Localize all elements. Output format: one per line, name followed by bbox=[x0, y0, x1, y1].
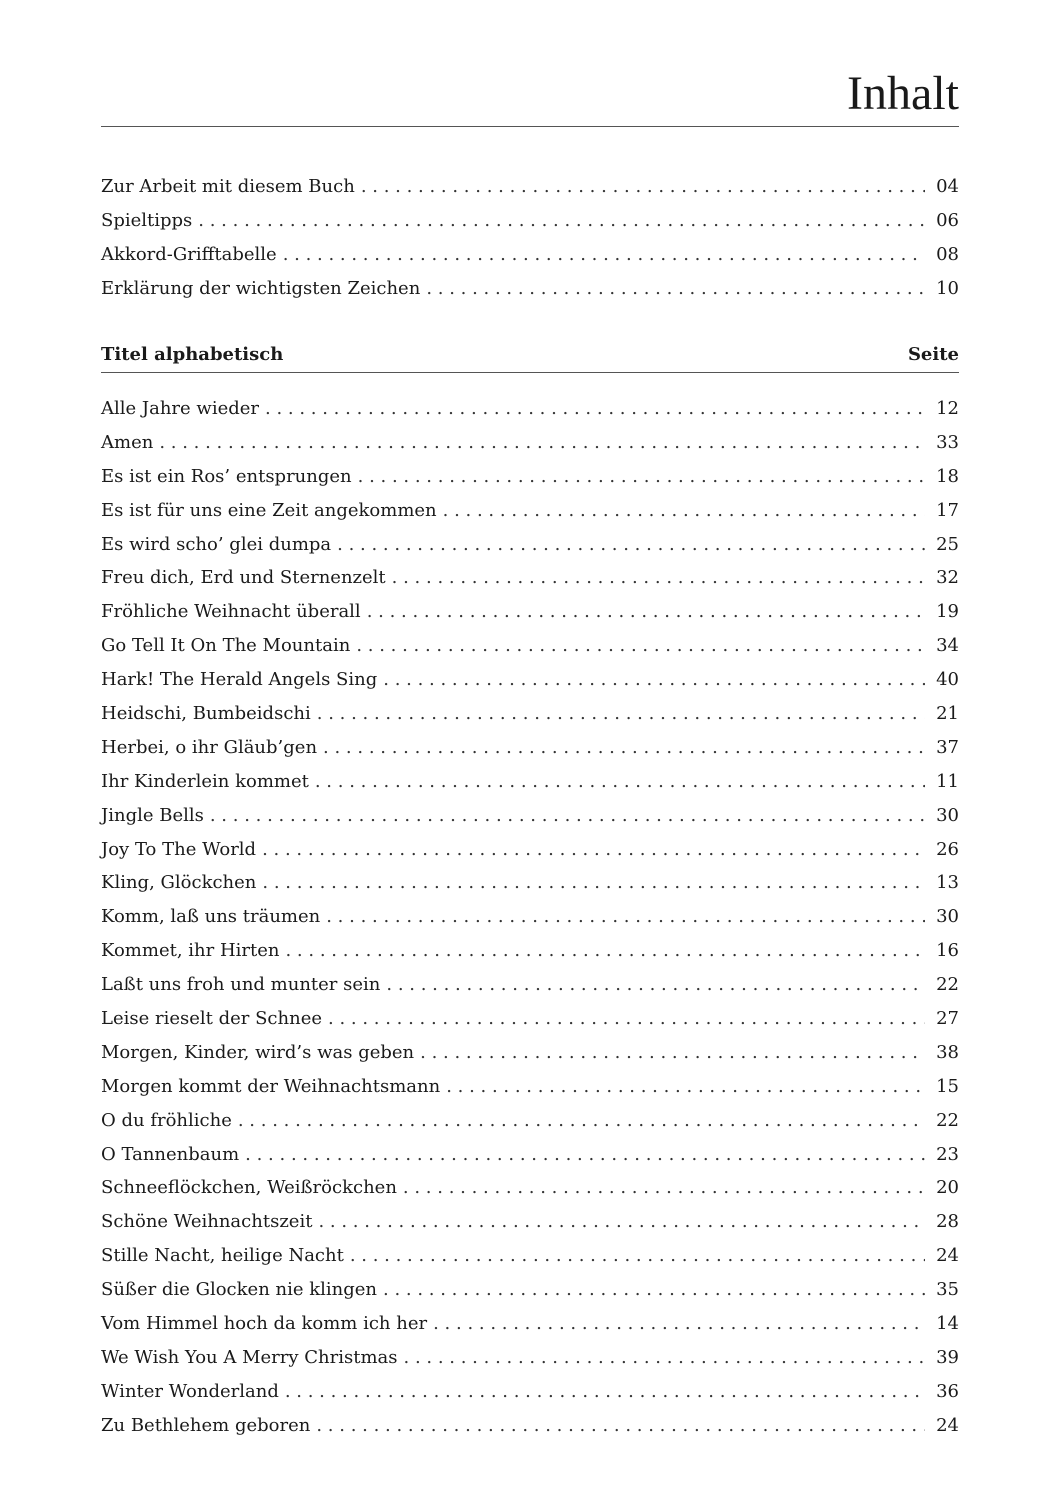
toc-entry bbox=[101, 595, 959, 629]
toc-entry bbox=[101, 1205, 959, 1239]
dot-leader bbox=[316, 1409, 925, 1443]
toc-entry-page: 11 bbox=[936, 770, 959, 792]
toc-entry-page: 13 bbox=[936, 872, 959, 894]
toc-entry-title: Joy To The World bbox=[101, 838, 257, 860]
title-divider bbox=[101, 126, 959, 127]
toc-entry-title: Schneeflöckchen, Weißröckchen bbox=[101, 1177, 397, 1199]
toc-entry bbox=[101, 1239, 959, 1273]
toc-entry-title: Erklärung der wichtigsten Zeichen bbox=[101, 277, 421, 299]
page-column-label: Seite bbox=[907, 344, 959, 365]
toc-entry-title: Es ist für uns eine Zeit angekommen bbox=[101, 499, 437, 521]
toc-entry bbox=[101, 494, 959, 528]
toc-entry-title: O du fröhliche bbox=[101, 1109, 232, 1131]
page-title: Inhalt bbox=[847, 67, 959, 120]
dot-leader bbox=[404, 1341, 925, 1375]
toc-entry bbox=[101, 1138, 959, 1172]
dot-leader bbox=[420, 1036, 925, 1070]
toc-entry-page: 22 bbox=[936, 1109, 959, 1131]
toc-entry-page: 04 bbox=[936, 176, 959, 197]
dot-leader bbox=[245, 1138, 925, 1172]
toc-entry-title: Komm, laß uns träumen bbox=[101, 906, 321, 928]
toc-entry-title: Kling, Glöckchen bbox=[101, 872, 257, 894]
toc-entry bbox=[101, 799, 959, 833]
toc-entry-page: 25 bbox=[936, 533, 959, 555]
toc-entry bbox=[101, 272, 959, 306]
contents-page bbox=[101, 0, 959, 1500]
toc-entry-title: Jingle Bells bbox=[101, 804, 204, 826]
toc-entry-title: Zur Arbeit mit diesem Buch bbox=[101, 176, 355, 197]
song-toc-list bbox=[101, 392, 959, 1443]
toc-entry-page: 15 bbox=[936, 1075, 959, 1097]
toc-entry-title: Morgen kommt der Weihnachtsmann bbox=[101, 1075, 441, 1097]
toc-entry-title: Leise rieselt der Schnee bbox=[101, 1008, 322, 1030]
section-divider bbox=[101, 372, 959, 373]
toc-entry-page: 14 bbox=[936, 1313, 959, 1335]
toc-entry-page: 23 bbox=[936, 1143, 959, 1165]
toc-entry-page: 28 bbox=[936, 1211, 959, 1233]
toc-entry-page: 22 bbox=[936, 974, 959, 996]
dot-leader bbox=[433, 1307, 925, 1341]
dot-leader bbox=[446, 1070, 925, 1104]
dot-leader bbox=[198, 204, 925, 238]
toc-entry-title: Es ist ein Ros’ entsprungen bbox=[101, 465, 352, 487]
toc-entry-title: Fröhliche Weihnacht überall bbox=[101, 601, 361, 623]
toc-entry-page: 18 bbox=[936, 465, 959, 487]
dot-leader bbox=[262, 833, 925, 867]
dot-leader bbox=[323, 731, 925, 765]
dot-leader bbox=[238, 1104, 925, 1138]
toc-entry-page: 36 bbox=[936, 1380, 959, 1402]
toc-entry bbox=[101, 765, 959, 799]
toc-entry bbox=[101, 561, 959, 595]
toc-entry bbox=[101, 528, 959, 562]
dot-leader bbox=[350, 1239, 925, 1273]
toc-entry-page: 16 bbox=[936, 940, 959, 962]
toc-entry-page: 08 bbox=[936, 243, 959, 265]
intro-toc-list bbox=[101, 170, 959, 306]
dot-leader bbox=[386, 968, 925, 1002]
toc-entry-page: 24 bbox=[936, 1414, 959, 1436]
dot-leader bbox=[262, 866, 925, 900]
toc-entry-title: Zu Bethlehem geboren bbox=[101, 1414, 311, 1436]
dot-leader bbox=[283, 238, 925, 272]
toc-entry-page: 26 bbox=[936, 838, 959, 860]
toc-entry-title: Alle Jahre wieder bbox=[101, 398, 260, 419]
dot-leader bbox=[356, 629, 925, 663]
toc-entry bbox=[101, 1070, 959, 1104]
toc-entry bbox=[101, 426, 959, 460]
toc-entry bbox=[101, 170, 959, 204]
dot-leader bbox=[285, 934, 925, 968]
toc-entry-title: Morgen, Kinder, wird’s was geben bbox=[101, 1041, 415, 1063]
toc-entry-title: Stille Nacht, heilige Nacht bbox=[101, 1245, 344, 1267]
toc-entry-title: Go Tell It On The Mountain bbox=[101, 635, 351, 657]
dot-leader bbox=[265, 392, 925, 426]
toc-entry bbox=[101, 1273, 959, 1307]
toc-entry-title: Spieltipps bbox=[101, 209, 193, 231]
dot-leader bbox=[318, 1205, 925, 1239]
toc-entry-title: Laßt uns froh und munter sein bbox=[101, 974, 381, 996]
toc-entry bbox=[101, 866, 959, 900]
section-header bbox=[101, 340, 959, 370]
toc-entry-title: Schöne Weihnachtszeit bbox=[101, 1211, 313, 1233]
toc-entry-title: Akkord-Grifftabelle bbox=[101, 243, 277, 265]
toc-entry-page: 30 bbox=[936, 906, 959, 928]
toc-entry-title: Heidschi, Bumbeidschi bbox=[101, 703, 311, 725]
toc-entry bbox=[101, 697, 959, 731]
dot-leader bbox=[337, 528, 925, 562]
dot-leader bbox=[403, 1171, 925, 1205]
toc-entry bbox=[101, 204, 959, 238]
dot-leader bbox=[317, 697, 925, 731]
toc-entry-title: Süßer die Glocken nie klingen bbox=[101, 1279, 378, 1301]
toc-entry bbox=[101, 833, 959, 867]
dot-leader bbox=[210, 799, 925, 833]
toc-entry bbox=[101, 460, 959, 494]
dot-leader bbox=[358, 460, 925, 494]
dot-leader bbox=[361, 170, 925, 204]
dot-leader bbox=[159, 426, 925, 460]
dot-leader bbox=[443, 494, 925, 528]
toc-entry bbox=[101, 1375, 959, 1409]
toc-entry bbox=[101, 663, 959, 697]
toc-entry-title: Ihr Kinderlein kommet bbox=[101, 770, 309, 792]
toc-entry-page: 40 bbox=[936, 669, 959, 691]
toc-entry-page: 20 bbox=[936, 1177, 959, 1199]
toc-entry-title: Kommet, ihr Hirten bbox=[101, 940, 280, 962]
toc-entry-title: Amen bbox=[101, 431, 154, 453]
toc-entry bbox=[101, 934, 959, 968]
toc-entry-page: 21 bbox=[936, 703, 959, 725]
dot-leader bbox=[426, 272, 925, 306]
toc-entry-title: O Tannenbaum bbox=[101, 1143, 240, 1165]
toc-entry-title: Vom Himmel hoch da komm ich her bbox=[101, 1313, 428, 1335]
toc-entry-title: Winter Wonderland bbox=[101, 1380, 279, 1402]
dot-leader bbox=[315, 765, 925, 799]
toc-entry-page: 19 bbox=[936, 601, 959, 623]
toc-entry-page: 34 bbox=[936, 635, 959, 657]
toc-entry-page: 38 bbox=[936, 1041, 959, 1063]
toc-entry bbox=[101, 1036, 959, 1070]
toc-entry-title: We Wish You A Merry Christmas bbox=[101, 1346, 398, 1368]
toc-entry bbox=[101, 392, 959, 426]
toc-entry-page: 33 bbox=[936, 431, 959, 453]
toc-entry-page: 37 bbox=[936, 736, 959, 758]
toc-entry bbox=[101, 900, 959, 934]
toc-entry bbox=[101, 731, 959, 765]
toc-entry-page: 06 bbox=[936, 209, 959, 231]
toc-entry-page: 24 bbox=[936, 1245, 959, 1267]
toc-entry bbox=[101, 1307, 959, 1341]
toc-entry-title: Freu dich, Erd und Sternenzelt bbox=[101, 567, 386, 589]
toc-entry bbox=[101, 1002, 959, 1036]
toc-entry-page: 10 bbox=[936, 277, 959, 299]
toc-entry-title: Es wird scho’ glei dumpa bbox=[101, 533, 332, 555]
toc-entry bbox=[101, 968, 959, 1002]
dot-leader bbox=[326, 900, 925, 934]
dot-leader bbox=[383, 663, 925, 697]
toc-entry-title: Herbei, o ihr Gläub’gen bbox=[101, 736, 318, 758]
toc-entry-page: 27 bbox=[936, 1008, 959, 1030]
toc-entry-page: 39 bbox=[936, 1346, 959, 1368]
toc-entry-page: 30 bbox=[936, 804, 959, 826]
toc-entry bbox=[101, 238, 959, 272]
dot-leader bbox=[367, 595, 925, 629]
toc-entry-page: 32 bbox=[936, 567, 959, 589]
section-heading: Titel alphabetisch bbox=[101, 344, 284, 365]
toc-entry bbox=[101, 1104, 959, 1138]
dot-leader bbox=[383, 1273, 925, 1307]
toc-entry-page: 35 bbox=[936, 1279, 959, 1301]
toc-entry-page: 12 bbox=[936, 398, 959, 419]
toc-entry bbox=[101, 629, 959, 663]
toc-entry bbox=[101, 1409, 959, 1443]
toc-entry-page: 17 bbox=[936, 499, 959, 521]
toc-entry-title: Hark! The Herald Angels Sing bbox=[101, 669, 378, 691]
dot-leader bbox=[328, 1002, 925, 1036]
toc-entry bbox=[101, 1171, 959, 1205]
dot-leader bbox=[392, 561, 925, 595]
dot-leader bbox=[285, 1375, 925, 1409]
toc-entry bbox=[101, 1341, 959, 1375]
